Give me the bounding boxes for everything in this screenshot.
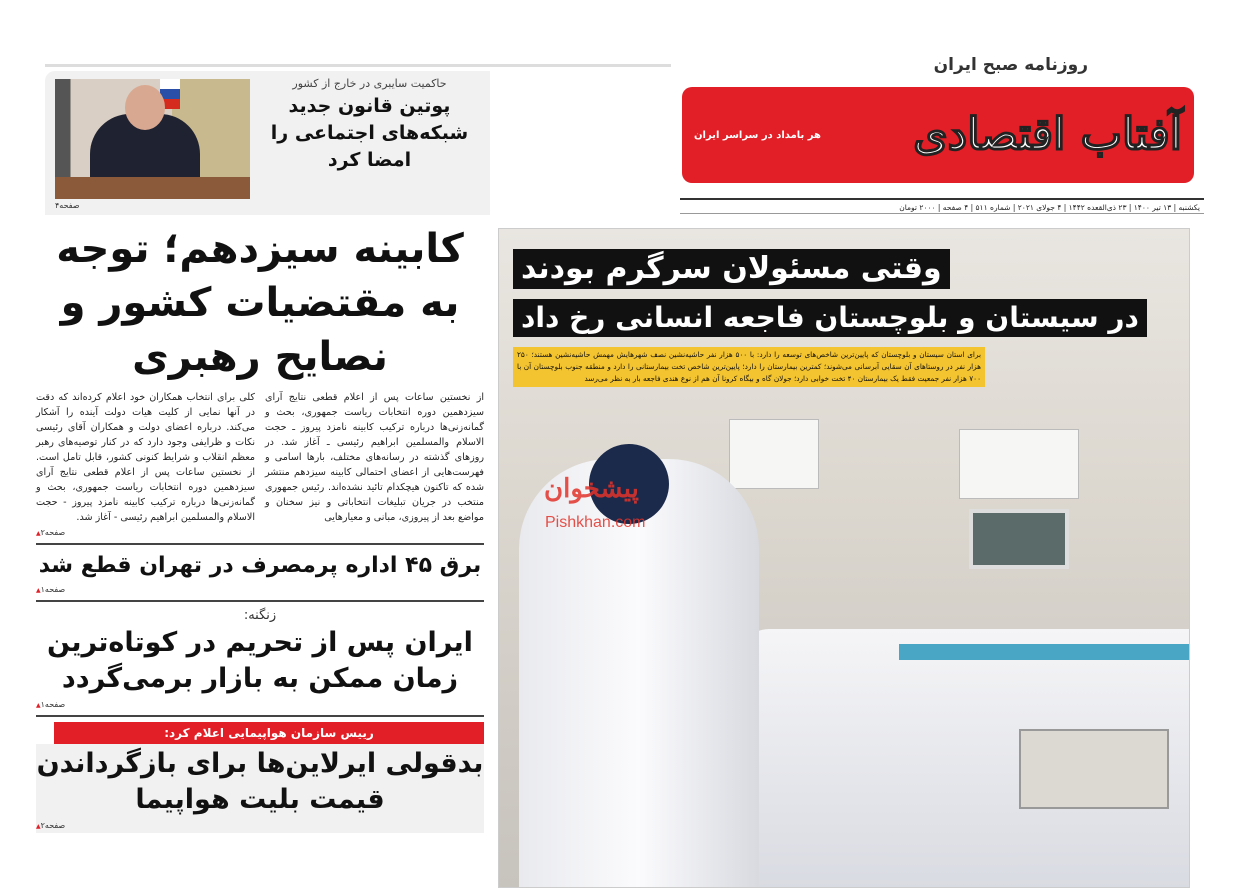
story2-headline[interactable]: برق ۴۵ اداره پرمصرف در تهران قطع شد: [38, 553, 482, 578]
story4-kicker: رییس سازمان هواپیمایی اعلام کرد:: [54, 722, 484, 744]
divider: [36, 543, 484, 545]
lead-body-left: کلی برای انتخاب همکاران خود اعلام کرده‌اند که دقت در آنها نمایی از کلیت هیات دولت آینده را آشکار می‌کند. درباره اعضای دولت و همکاران آقای رئیسی نکات و ظرایفی وجود دارد که در کنار توصیه‌های رهبر معظم انقلاب و شرایط کنونی کشور، قابل تامل است. از نخستین ساعات پس از اعلام قطعی نتایج آرای سیزدهمین دوره انتخابات ریاست جمهوری، بحث و گمانه‌زنی‌ها درباره ترکیب کابینه نامزد پیروز - حجت الاسلام والمسلمین ابراهیم رئیسی - آغاز شد.: [36, 392, 255, 523]
story-kicker: حاکمیت سایبری در خارج از کشور: [292, 77, 447, 90]
newspaper-logo: آفتاب اقتصادی: [913, 109, 1182, 160]
story4-box: [36, 744, 484, 833]
page-ref: صفحه۴: [55, 201, 80, 210]
main-summary: برای استان سیستان و بلوچستان که پایین‌ترین شاخص‌های توسعه را دارد: با ۵۰۰ هزار نفر حاشیه‌نشین نصف شهرهایش مهمش حاشیه‌نشین هستند؛ ۲۵۰ هزار نفر در روستاهای آن سقایی آبرسانی می‌شوند؛ کمترین بیمارستان را دارد؛ پایین‌ترین شاخص تخت بیمارستانی را دارد و منطقه جنوب بلوچستان آن با ۷۰۰ هزار نفر جمعیت فقط یک بیمارستان ۴۰ تخت خوابی دارد؛ جولان گاه و بیگاه کرونا آن هم از نوع هندی فاجعه بار به نظر می‌رسد: [513, 347, 985, 387]
wall-equipment: [959, 429, 1079, 499]
story-headline[interactable]: پوتین قانون جدید شبکه‌های اجتماعی را امضا کرد: [270, 95, 469, 171]
page-ref[interactable]: صفحه۱ ▲: [36, 699, 65, 712]
tagline-mid: هر بامداد در سراسر ایران: [694, 129, 821, 141]
lead-body-right: از نخستین ساعات پس از اعلام قطعی نتایج آرای سیزدهمین دوره انتخابات ریاست جمهوری، بحث و گمانه‌زنی‌ها درباره ترکیب کابینه نامزد پیروز ـ حجت الاسلام والمسلمین ابراهیم رئیسی ـ آغاز شد. در روزهای گذشته در رسانه‌های مختلف، بارها اسامی و فهرست‌هایی از اعضای احتمالی کابینه سیزدهم منتشر شده که تاکنون هیچکدام تائید نشده‌اند. رئیس جمهوری منتخب در جریان تبلیغات انتخاباتی و نیز سخنان و مواضع بعد از پیروزی، مبانی و معیارهایی: [265, 392, 484, 523]
lead-body: [36, 390, 484, 525]
bed-rail: [899, 644, 1189, 660]
dateline: یکشنبه | ۱۳ تیر ۱۴۰۰ | ۲۳ ذی‌القعده ۱۴۴۲ | ۴ جولای ۲۰۲۱ | شماره ۵۱۱ | ۴ صفحه | ۲۰۰۰ تومان: [680, 198, 1204, 214]
medical-machine: [1019, 729, 1169, 809]
divider: [36, 715, 484, 717]
masthead: [680, 55, 1198, 195]
lead-headline[interactable]: کابینه سیزدهم؛ توجه به مقتضیات کشور و نصایح رهبری: [56, 226, 464, 380]
main-headline-line1[interactable]: وقتی مسئولان سرگرم بودند: [513, 249, 950, 289]
story3-kicker: زنگنه:: [243, 608, 277, 623]
tagline-top: روزنامه صبح ایران: [933, 55, 1088, 75]
story-photo: [55, 79, 250, 199]
watermark-logo: پیشخوان: [544, 474, 639, 504]
divider: [36, 600, 484, 602]
main-photo-story[interactable]: [498, 228, 1190, 888]
page-ref[interactable]: صفحه۲ ▲: [36, 527, 65, 540]
medical-monitor: [969, 509, 1069, 569]
main-headline-line2[interactable]: در سیستان و بلوچستان فاجعه انسانی رخ داد: [513, 299, 1147, 337]
page-ref[interactable]: صفحه۲ ▲: [36, 820, 65, 833]
wall-equipment: [729, 419, 819, 489]
left-column: [36, 222, 484, 833]
masthead-red-bar: [682, 87, 1194, 183]
page-ref[interactable]: صفحه۱ ▲: [36, 584, 65, 597]
story4-headline[interactable]: بدقولی ایرلاین‌ها برای بازگرداندن قیمت بلیت هواپیما: [36, 748, 484, 815]
story3-headline[interactable]: ایران پس از تحریم در کوتاه‌ترین زمان ممکن به بازار برمی‌گردد: [47, 627, 473, 694]
watermark-url: Pishkhan.com: [545, 514, 646, 531]
top-story-box[interactable]: [45, 64, 671, 214]
